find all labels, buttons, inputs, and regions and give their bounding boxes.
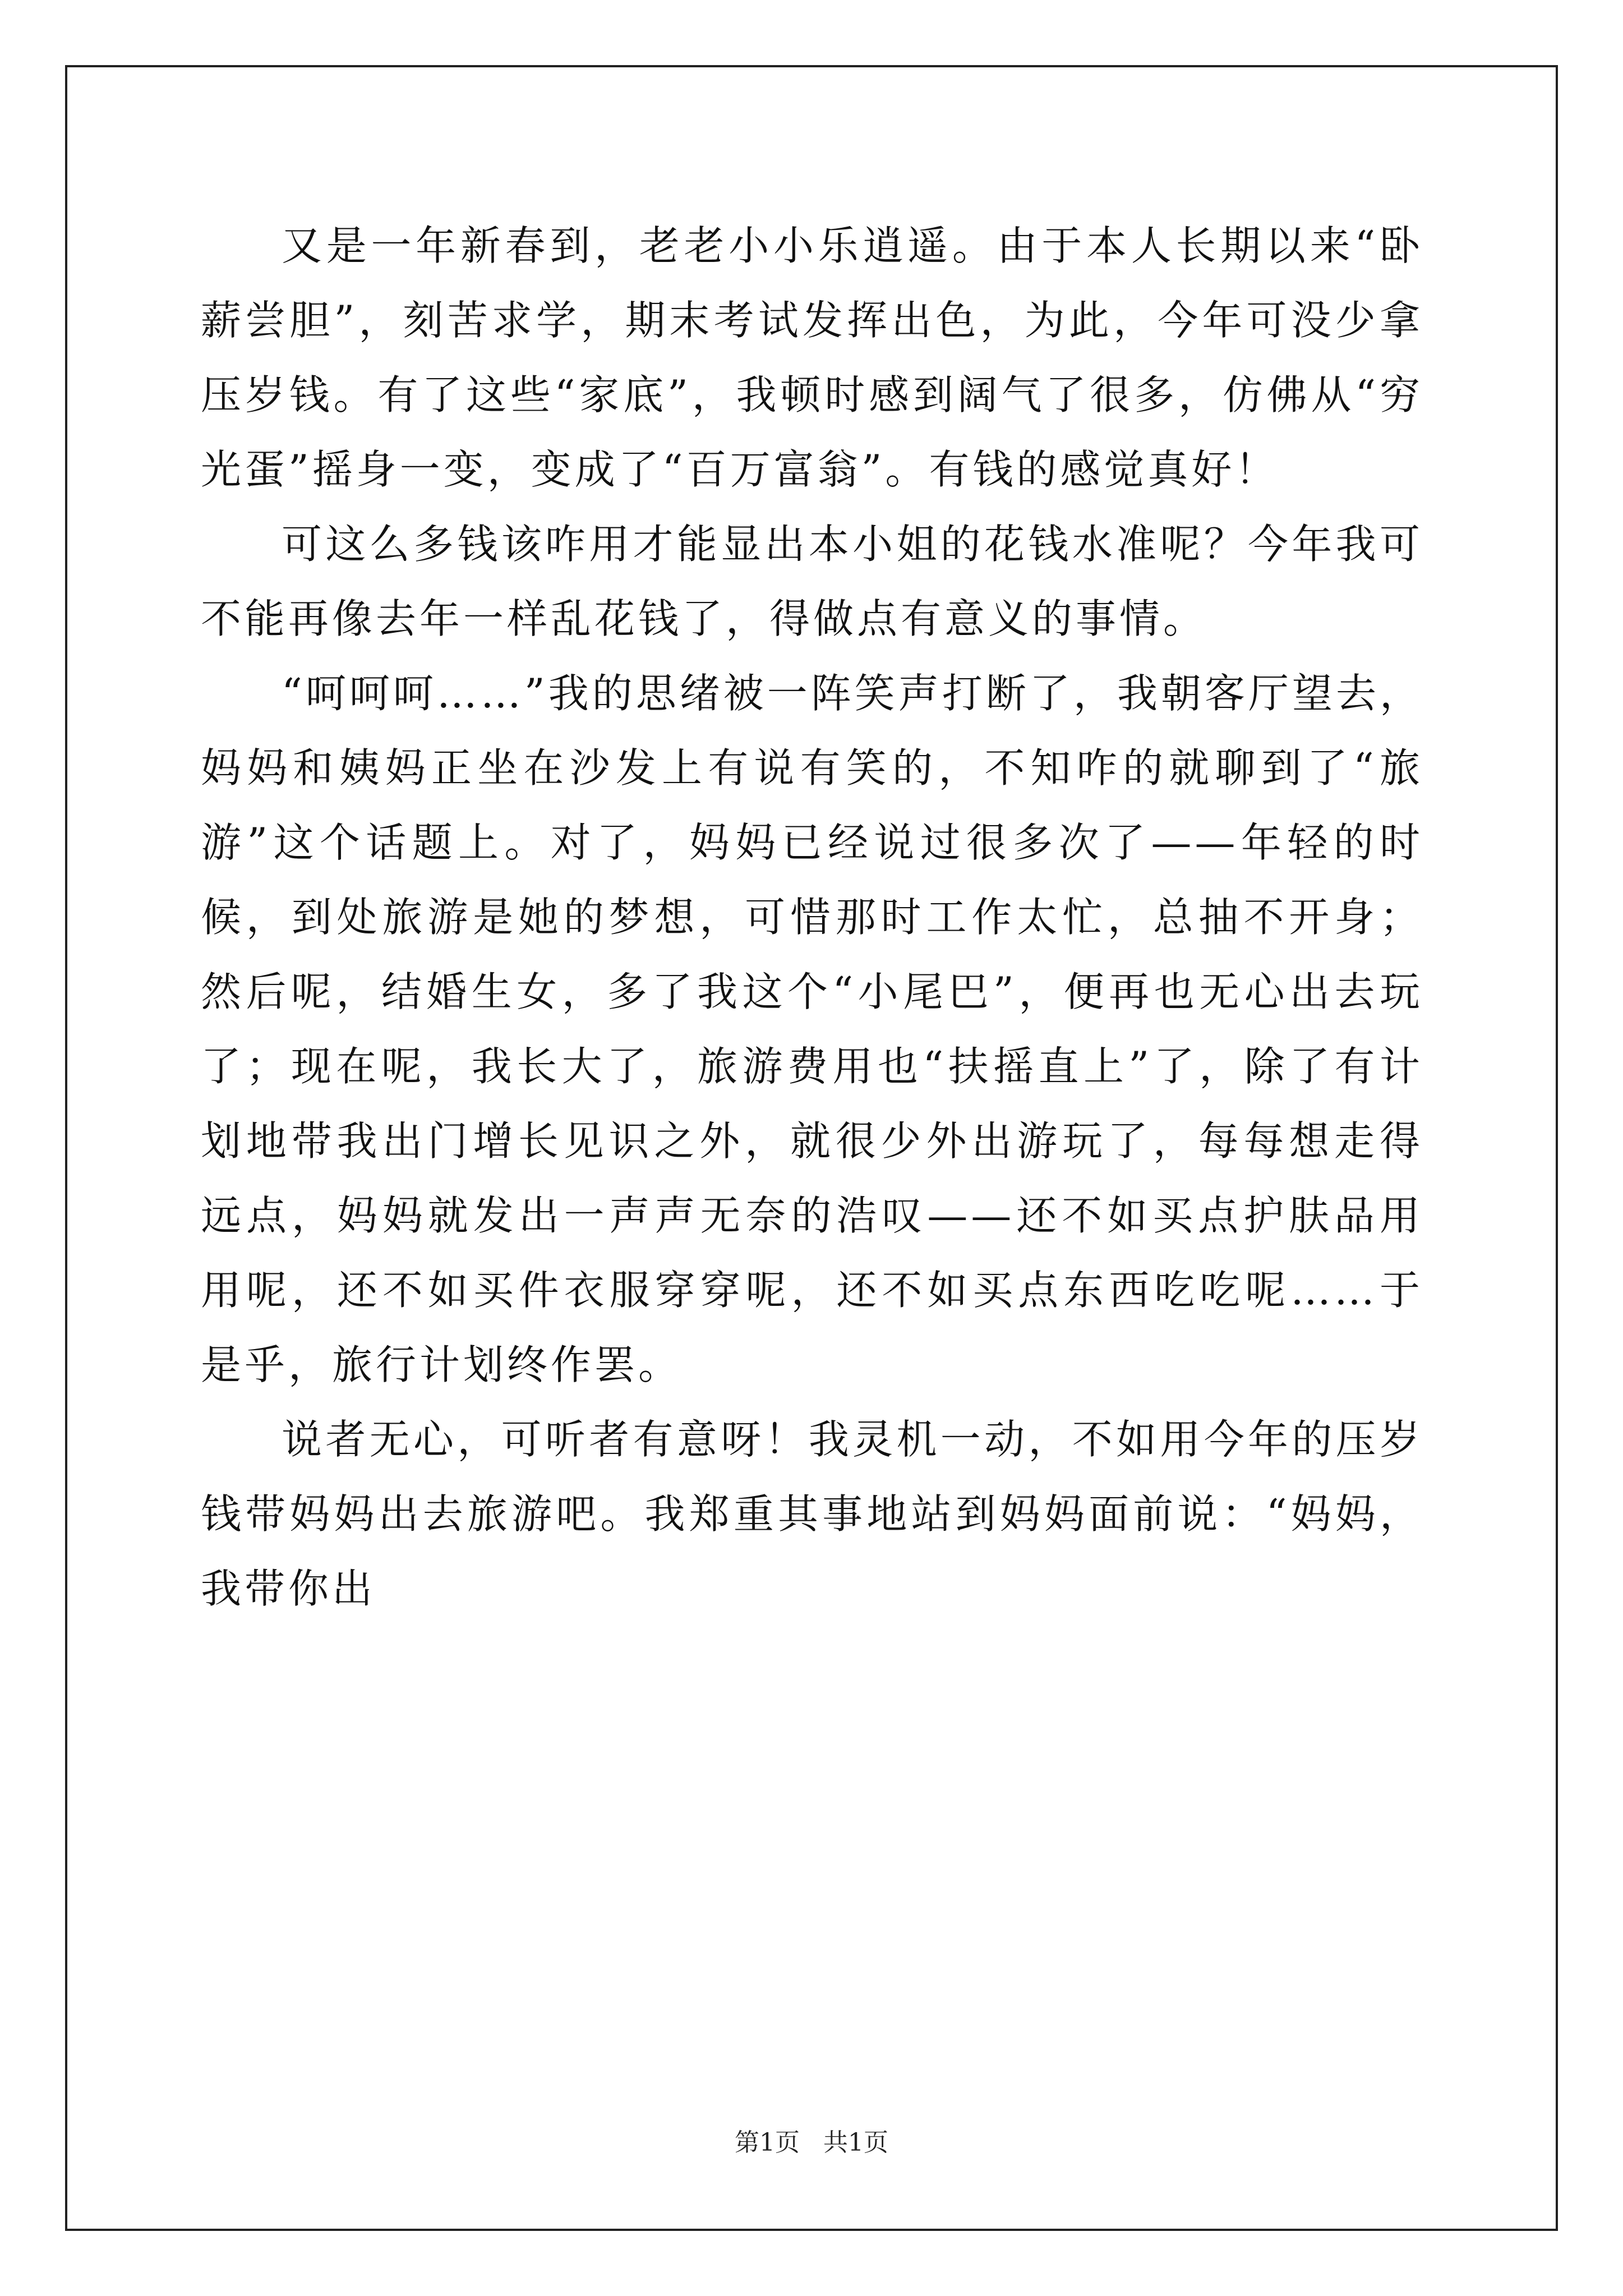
paragraph-4: 说者无心，可听者有意呀！我灵机一动，不如用今年的压岁钱带妈妈出去旅游吧。我郑重其事地站到妈妈面前说：“妈妈，我带你出 [201, 1416, 1423, 1612]
page-footer [0, 2127, 1623, 2159]
page-total: 共1页 [823, 2128, 888, 2157]
paragraph-2: 可这么多钱该咋用才能显出本小姐的花钱水准呢？今年我可不能再像去年一样乱花钱了，得做点有意义的事情。 [201, 521, 1423, 642]
document-body [201, 209, 1423, 1626]
paragraph-1: 又是一年新春到，老老小小乐逍遥。由于本人长期以来“卧薪尝胆”，刻苦求学，期末考试发挥出色，为此，今年可没少拿压岁钱。有了这些“家底”，我顿时感到阔气了很多，仿佛从“穷光蛋”摇身一变，变成了“百万富翁”。有钱的感觉真好！ [201, 222, 1423, 493]
page-number: 第1页 [735, 2128, 800, 2157]
paragraph-3: “呵呵呵……”我的思绪被一阵笑声打断了，我朝客厅望去，妈妈和姨妈正坐在沙发上有说有笑的，不知咋的就聊到了“旅游”这个话题上。对了，妈妈已经说过很多次了——年轻的时候，到处旅游是她的梦想，可惜那时工作太忙，总抽不开身；然后呢，结婚生女，多了我这个“小尾巴”，便再也无心出去玩了；现在呢，我长大了，旅游费用也“扶摇直上”了，除了有计划地带我出门增长见识之外，就很少外出游玩了，每每想走得远点，妈妈就发出一声声无奈的浩叹——还不如买点护肤品用用呢，还不如买件衣服穿穿呢，还不如买点东西吃吃呢……于是乎，旅行计划终作罢。 [201, 670, 1423, 1388]
